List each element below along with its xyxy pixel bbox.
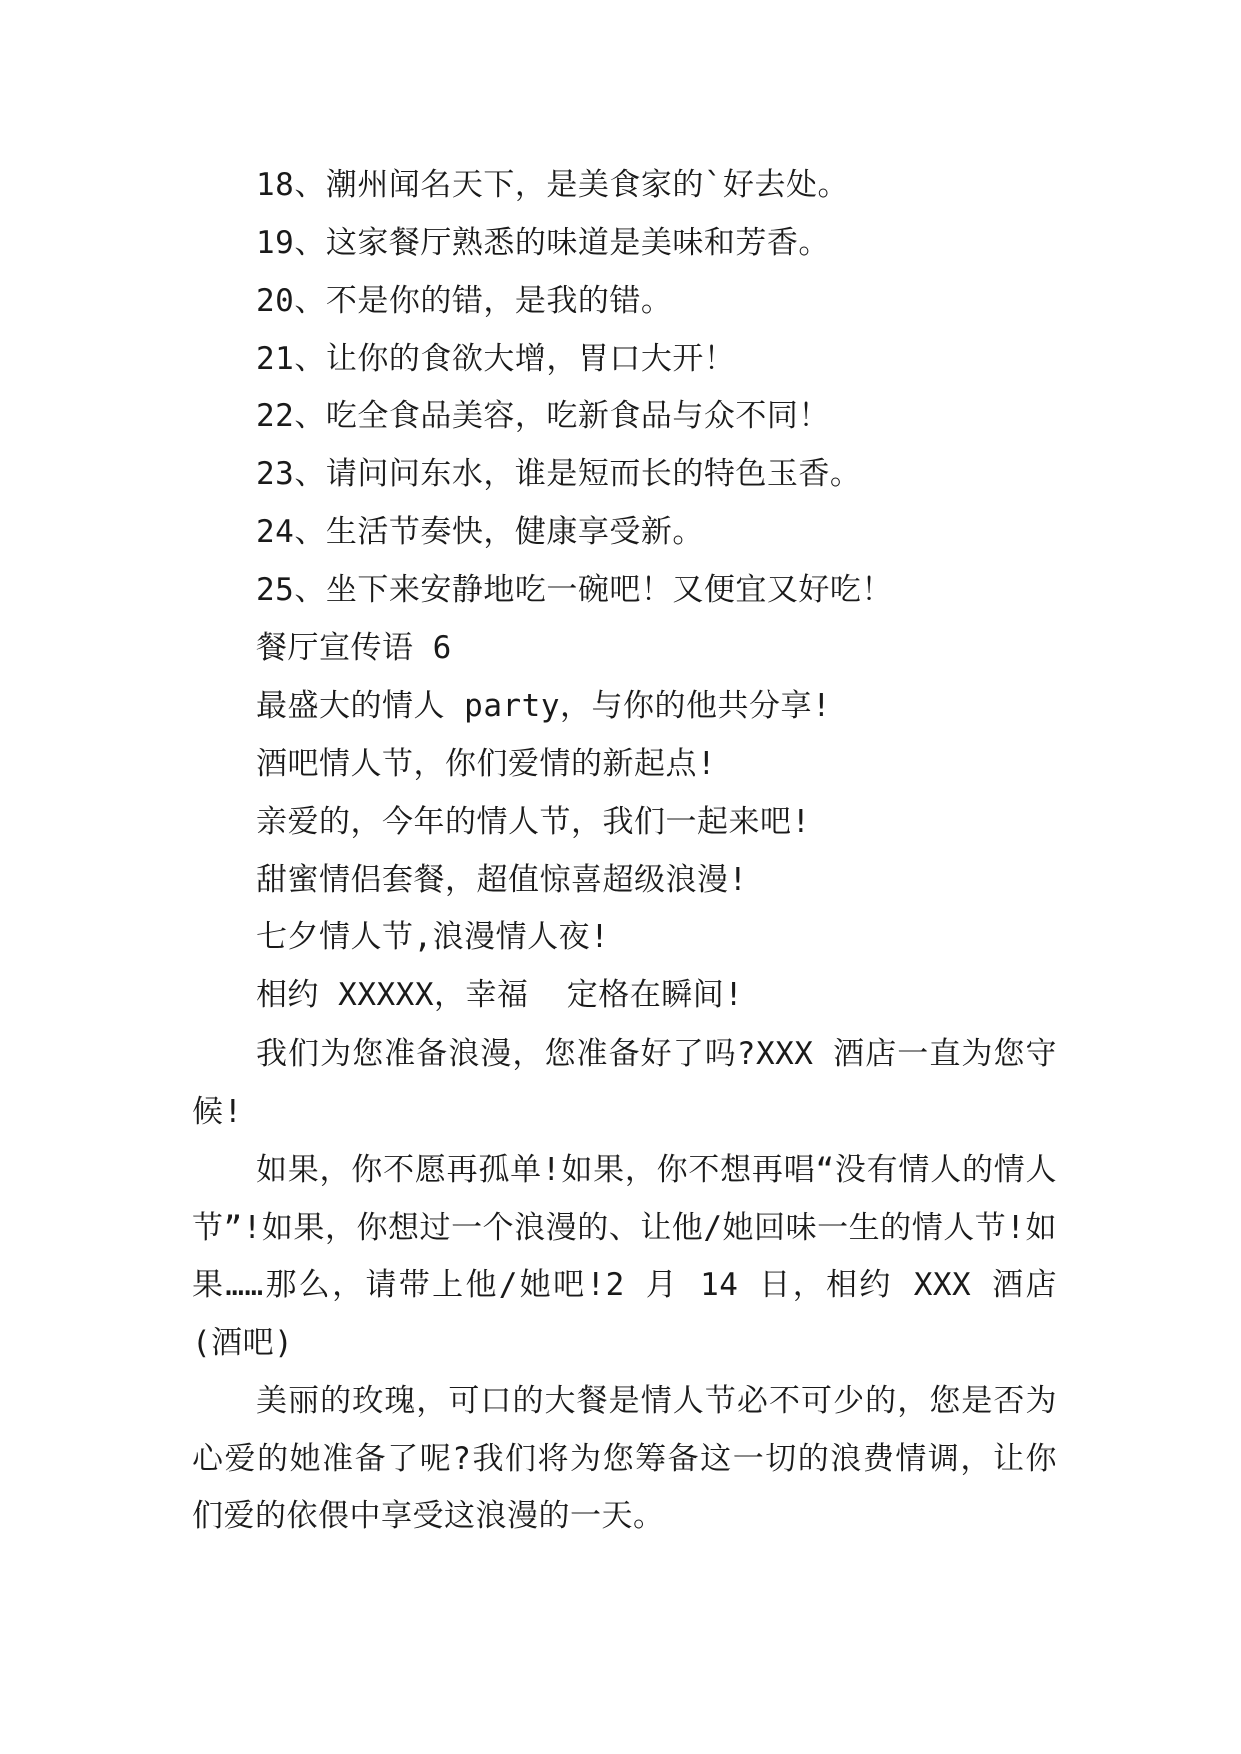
list-item: 23、请问问东水，谁是短而长的特色玉香。 (256, 456, 862, 492)
list-item: 25、坐下来安静地吃一碗吧！又便宜又好吃！ (256, 572, 893, 608)
body-paragraph: 美丽的玫瑰，可口的大餐是情人节必不可少的，您是否为心爱的她准备了呢?我们将为您筹备这一切的浪费情调，让你们爱的依偎中享受这浪漫的一天。 (192, 1383, 1057, 1534)
section-title: 餐厅宣传语 6 (256, 630, 452, 666)
slogan-line: 亲爱的，今年的情人节，我们一起来吧! (256, 804, 811, 840)
slogan-line: 甜蜜情侣套餐，超值惊喜超级浪漫! (256, 862, 748, 898)
slogan-line: 七夕情人节,浪漫情人夜! (256, 919, 610, 955)
list-item: 21、让你的食欲大增，胃口大开！ (256, 341, 736, 377)
list-item: 18、潮州闻名天下，是美食家的`好去处。 (256, 167, 849, 203)
body-paragraph: 我们为您准备浪漫，您准备好了吗?XXX 酒店一直为您守候! (192, 1036, 1057, 1130)
list-item: 24、生活节奏快，健康享受新。 (256, 514, 704, 550)
slogan-line: 相约 XXXXX，幸福 定格在瞬间! (256, 977, 744, 1013)
list-item: 20、不是你的错，是我的错。 (256, 283, 673, 319)
slogan-line: 最盛大的情人 party，与你的他共分享! (256, 688, 832, 724)
list-item: 22、吃全食品美容，吃新食品与众不同！ (256, 398, 830, 434)
slogan-line: 酒吧情人节，你们爱情的新起点! (256, 746, 717, 782)
list-item: 19、这家餐厅熟悉的味道是美味和芳香。 (256, 225, 830, 261)
body-paragraph: 如果，你不愿再孤单!如果，你不想再唱“没有情人的情人节”!如果，你想过一个浪漫的、让他/她回味一生的情人节!如果……那么，请带上他/她吧!2 月 14 日，相约 XXX 酒店(酒吧) (192, 1152, 1057, 1361)
